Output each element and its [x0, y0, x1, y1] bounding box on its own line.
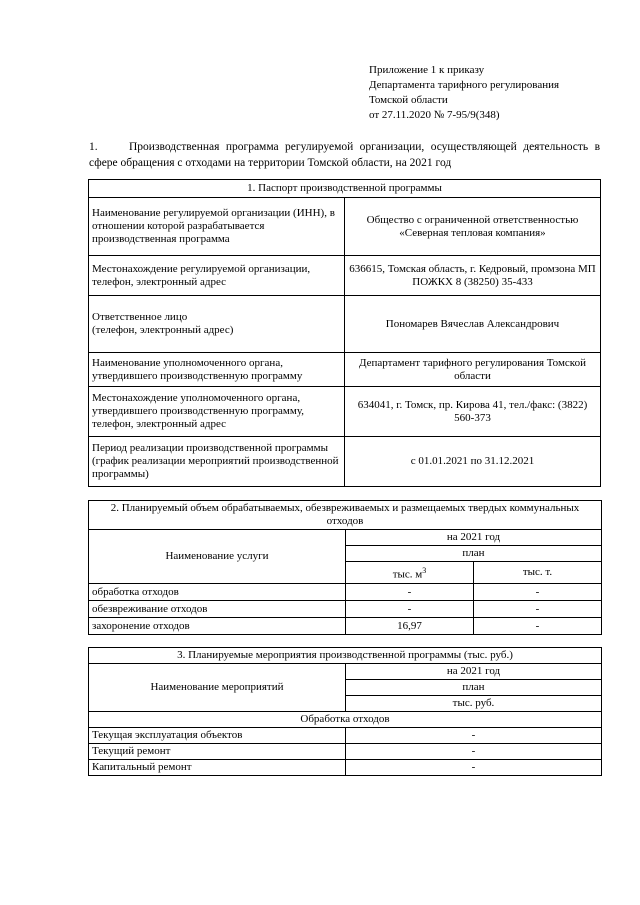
- volume-row-v2: -: [474, 601, 602, 618]
- passport-value: Общество с ограниченной ответственностью «Северная тепловая компания»: [345, 198, 601, 256]
- passport-label: Период реализации производственной программы (график реализации мероприятий производственной программы): [89, 437, 345, 487]
- volume-unit-m3: тыс. $м^3$: [346, 562, 474, 584]
- appendix-line: Департамента тарифного регулирования: [369, 79, 560, 91]
- passport-label: Ответственное лицо (телефон, электронный адрес): [89, 296, 345, 353]
- volume-row-name: захоронение отходов: [89, 618, 346, 635]
- passport-title: 1. Паспорт производственной программы: [89, 180, 601, 198]
- measures-table: [88, 647, 602, 776]
- measures-row-name: Капитальный ремонт: [89, 760, 346, 776]
- measures-title: 3. Планируемые мероприятия производственной программы (тыс. руб.): [89, 648, 602, 664]
- measures-unit: тыс. руб.: [346, 696, 602, 712]
- volume-title: 2. Планируемый объем обрабатываемых, обезвреживаемых и размещаемых твердых коммунальных отходов: [89, 501, 602, 530]
- volume-row-name: обработка отходов: [89, 584, 346, 601]
- volume-plan: план: [346, 546, 602, 562]
- volume-row-v2: -: [474, 584, 602, 601]
- measures-row-name: Текущий ремонт: [89, 744, 346, 760]
- passport-value: Пономарев Вячеслав Александрович: [345, 296, 601, 353]
- volume-unit-t: тыс. т.: [474, 562, 602, 584]
- volume-row-v1: -: [346, 601, 474, 618]
- volume-table: [88, 500, 602, 635]
- passport-label: Местонахождение регулируемой организации, телефон, электронный адрес: [89, 256, 345, 296]
- passport-table: [88, 179, 601, 487]
- measures-row-value: -: [346, 760, 602, 776]
- unit-superscript: 3: [422, 565, 427, 575]
- volume-col-header: Наименование услуги: [89, 530, 346, 584]
- appendix-block: [369, 63, 559, 123]
- passport-value: 636615, Томская область, г. Кедровый, промзона МП ПОЖКХ 8 (38250) 35-433: [345, 256, 601, 296]
- passport-label: Наименование регулируемой организации (ИНН), в отношении которой разрабатывается производственная программа: [89, 198, 345, 256]
- measures-section: Обработка отходов: [89, 712, 602, 728]
- document-heading: [89, 139, 600, 171]
- measures-row-value: -: [346, 728, 602, 744]
- passport-label: Местонахождение уполномоченного органа, утвердившего производственную программу, телефон, электронный адрес: [89, 387, 345, 437]
- volume-row-v1: -: [346, 584, 474, 601]
- heading-number: 1.: [89, 141, 98, 153]
- heading-text: Производственная программа регулируемой организации, осуществляющей деятельность в сфере обращения с отходами на территории Томской области, на 2021 год: [89, 141, 600, 169]
- passport-label: Наименование уполномоченного органа, утвердившего производственную программу: [89, 353, 345, 387]
- volume-row-v2: -: [474, 618, 602, 635]
- measures-row-value: -: [346, 744, 602, 760]
- appendix-line: от 27.11.2020 № 7-95/9(348): [369, 109, 500, 121]
- measures-year: на 2021 год: [346, 664, 602, 680]
- passport-value: с 01.01.2021 по 31.12.2021: [345, 437, 601, 487]
- passport-value: Департамент тарифного регулирования Томской области: [345, 353, 601, 387]
- passport-value: 634041, г. Томск, пр. Кирова 41, тел./факс: (3822) 560-373: [345, 387, 601, 437]
- volume-row-v1: 16,97: [346, 618, 474, 635]
- measures-plan: план: [346, 680, 602, 696]
- volume-year: на 2021 год: [346, 530, 602, 546]
- measures-row-name: Текущая эксплуатация объектов: [89, 728, 346, 744]
- appendix-line: Томской области: [369, 94, 448, 106]
- appendix-line: Приложение 1 к приказу: [369, 64, 485, 76]
- volume-row-name: обезвреживание отходов: [89, 601, 346, 618]
- measures-col-header: Наименование мероприятий: [89, 664, 346, 712]
